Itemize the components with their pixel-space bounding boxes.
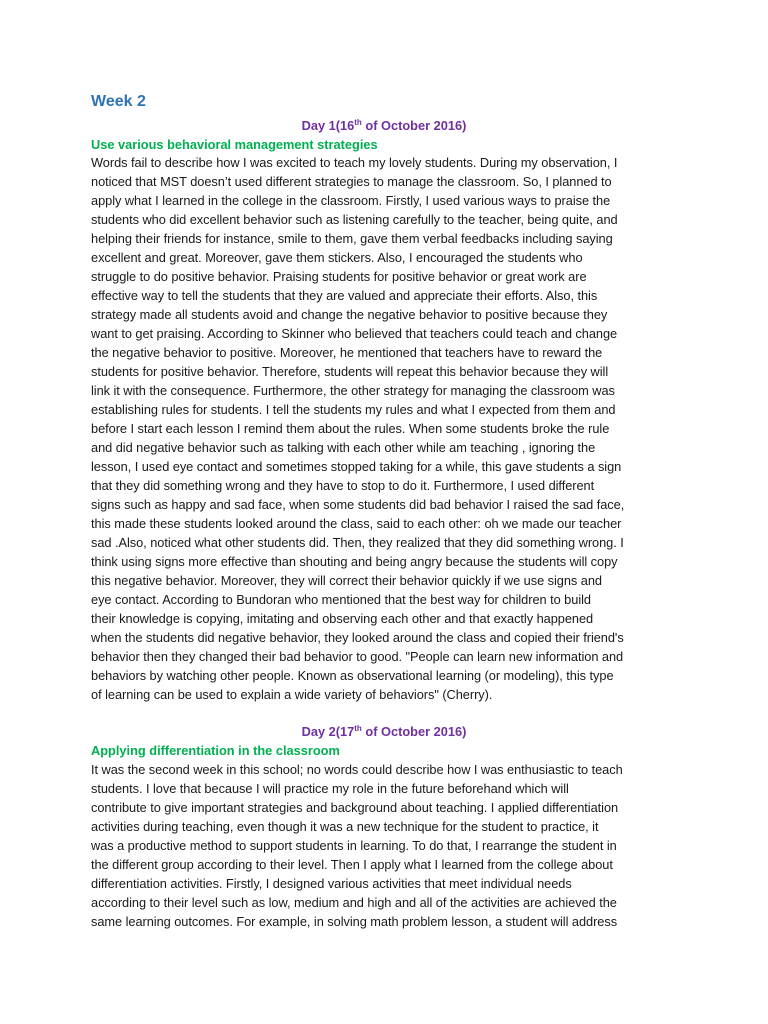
text-line: students. I love that because I will practice my role in the future beforehand which will [91, 781, 569, 796]
text-line: helping their friends for instance, smile to them, gave them verbal feedbacks including saying [91, 231, 613, 246]
text-line: the negative behavior to positive. Moreover, he mentioned that teachers have to reward the [91, 345, 603, 360]
day1-heading-suffix: of October 2016) [361, 118, 467, 133]
text-line: was a productive method to support students in learning. To do that, I rearrange the student in [91, 838, 617, 853]
text-line: of learning can be used to explain a wide variety of behaviors" (Cherry). [91, 687, 493, 702]
text-line: eye contact. According to Bundoran who mentioned that the best way for children to build [91, 592, 591, 607]
text-line: students for positive behavior. Therefore, students will repeat this behavior because they will [91, 364, 609, 379]
text-line: think using signs more effective than shouting and being angry because the students will copy [91, 554, 618, 569]
day1-section-title: Use various behavioral management strategies [91, 137, 378, 152]
text-line: that they did something wrong and they have to stop to do it. Furthermore, I used different [91, 478, 595, 493]
text-line: apply what I learned in the college in the classroom. Firstly, I used various ways to praise the [91, 193, 611, 208]
day2-heading-prefix: Day 2(17 [301, 724, 355, 739]
text-line: activities during teaching, even though it was a new technique for the student to practice, it [91, 819, 599, 834]
text-line: and did negative behavior such as talking with each other while am teaching , ignoring the [91, 440, 596, 455]
text-line: students who did excellent behavior such as listening carefully to the teacher, being quite, and [91, 212, 618, 227]
day2-paragraph [91, 760, 691, 931]
week-title: Week 2 [91, 93, 146, 110]
text-line: behavior then they changed their bad behavior to good. "People can learn new information and [91, 649, 624, 664]
day1-paragraph [91, 153, 691, 704]
text-line: struggle to do positive behavior. Praising students for positive behavior or great work are [91, 269, 587, 284]
text-line: want to get praising. According to Skinner who believed that teachers could teach and change [91, 326, 618, 341]
day1-heading-prefix: Day 1(16 [301, 118, 355, 133]
text-line: link it with the consequence. Furthermore, the other strategy for managing the classroom was [91, 383, 615, 398]
text-line: sad .Also, noticed what other students did. Then, they realized that they did something wrong. I [91, 535, 624, 550]
text-line: their knowledge is copying, imitating and observing each other and that exactly happened [91, 611, 594, 626]
text-line: establishing rules for students. I tell the students my rules and what I expected from them and [91, 402, 616, 417]
text-line: differentiation activities. Firstly, I designed various activities that meet individual needs [91, 876, 572, 891]
text-line: noticed that MST doesn’t used different strategies to manage the classroom. So, I planned to [91, 174, 612, 189]
text-line: the different group according to their level. Then I apply what I learned from the college about [91, 857, 613, 872]
text-line: before I start each lesson I remind them about the rules. When some students broke the rule [91, 421, 610, 436]
day2-heading-suffix: of October 2016) [361, 724, 467, 739]
text-line: effective way to tell the students that they are valued and appreciate their efforts. Also, this [91, 288, 598, 303]
text-line: strategy made all students avoid and change the negative behavior to positive because they [91, 307, 608, 322]
text-line: according to their level such as low, medium and high and all of the activities are achieved the [91, 895, 617, 910]
day2-section-title: Applying differentiation in the classroom [91, 743, 340, 758]
text-line: behaviors by watching other people. Known as observational learning (or modeling), this type [91, 668, 614, 683]
text-line: same learning outcomes. For example, in solving math problem lesson, a student will address [91, 914, 618, 929]
text-line: excellent and great. Moreover, gave them stickers. Also, I encouraged the students who [91, 250, 583, 265]
day2-heading [0, 724, 768, 739]
text-line: Words fail to describe how I was excited to teach my lovely students. During my observation, I [91, 155, 618, 170]
day1-heading-sup: th [354, 118, 362, 127]
text-line: lesson, I used eye contact and sometimes stopped taking for a while, this gave students a sign [91, 459, 622, 474]
text-line: signs such as happy and sad face, when some students did bad behavior I raised the sad face, [91, 497, 625, 512]
text-line: It was the second week in this school; no words could describe how I was enthusiastic to teach [91, 762, 623, 777]
text-line: when the students did negative behavior, they looked around the class and copied their friend's [91, 630, 624, 645]
text-line: this negative behavior. Moreover, they will correct their behavior quickly if we use signs and [91, 573, 602, 588]
day2-heading-sup: th [354, 724, 362, 733]
day1-heading [0, 118, 768, 133]
text-line: contribute to give important strategies and background about teaching. I applied differentiation [91, 800, 619, 815]
text-line: this made these students looked around the class, said to each other: oh we made our teacher [91, 516, 622, 531]
